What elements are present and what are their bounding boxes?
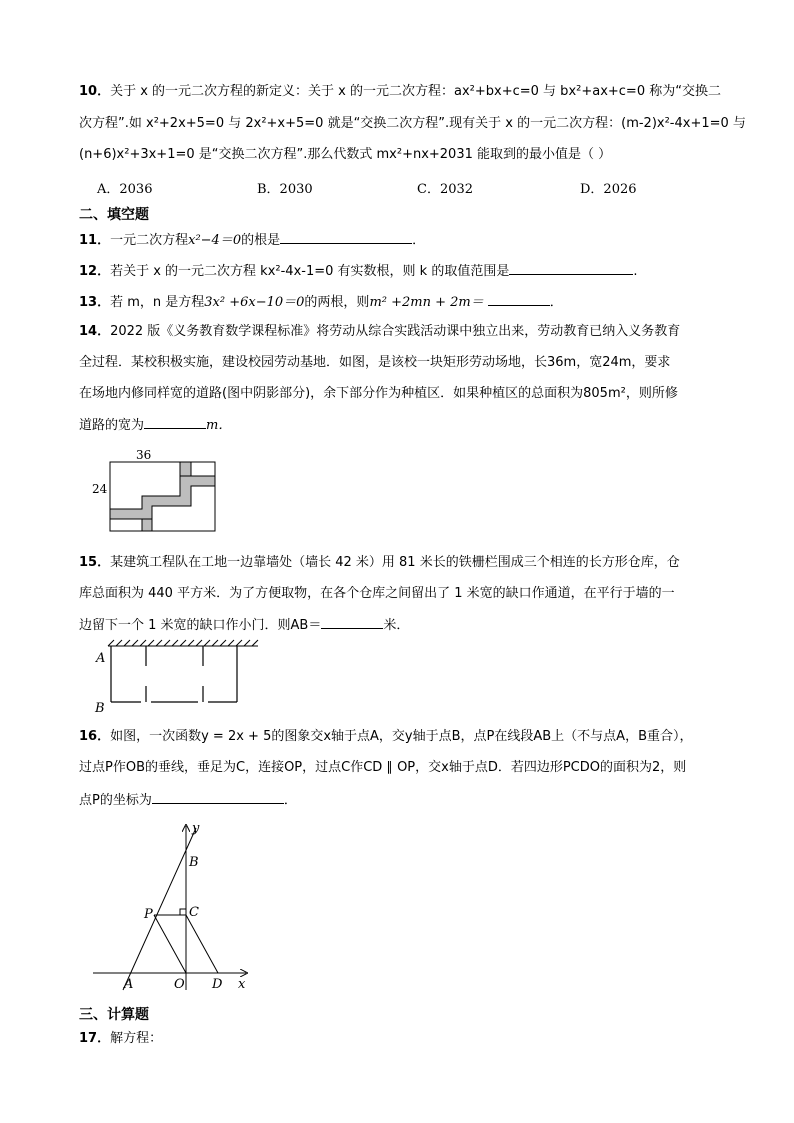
q11-text-b: 的根是 <box>241 233 281 248</box>
q16-coordinate-figure <box>88 818 258 996</box>
q15-line2: 库总面积为 440 平方米．为了方便取物，在各个仓库之间留出了 1 米宽的缺口作通道，在平行于墙的一 <box>79 586 675 601</box>
q13-text-b: 的两根，则 <box>304 295 370 310</box>
q14-line3: 在场地内修同样宽的道路(图中阴影部分)，余下部分作为种植区．如果种植区的总面积为805m²，则所修 <box>79 386 678 401</box>
q14-answer-blank[interactable] <box>144 416 206 429</box>
q16-answer-blank[interactable] <box>152 791 284 804</box>
q14-line1 <box>79 324 680 340</box>
figure-length-label: 36 <box>136 448 152 462</box>
figure-width-label: 24 <box>92 482 108 496</box>
q15-text3: 边留下一个 1 米宽的缺口作小门．则AB＝ <box>79 618 322 633</box>
q11-answer-blank[interactable] <box>280 231 412 244</box>
q12-text: 若关于 x 的一元二次方程 kx²-4x-1=0 有实数根，则 k 的取值范围是 <box>110 264 510 279</box>
q15-line3 <box>79 616 409 634</box>
q12-answer-blank[interactable] <box>509 262 633 275</box>
q17-line <box>79 1031 162 1047</box>
q11-number: 11． <box>79 233 111 248</box>
fence-lines <box>111 646 237 702</box>
point-c-label: C <box>189 905 199 920</box>
q14-unit: m． <box>206 418 232 433</box>
q16-number: 16． <box>79 729 111 744</box>
q16-text3: 点P的坐标为 <box>79 793 152 808</box>
q10-option-c[interactable]: C．2032 <box>417 182 474 197</box>
q12-number: 12． <box>79 264 111 279</box>
wall-hatching <box>108 640 258 646</box>
q15-warehouse-figure <box>90 636 265 716</box>
q16-line2: 过点P作OB的垂线，垂足为C，连接OP，过点C作CD ∥ OP，交x轴于点D．若四边形PCDO的面积为2，则 <box>79 760 687 775</box>
q16-text1: 如图，一次函数y = 2x + 5的图象交x轴于点A，交y轴于点B，点P在线段AB上（不与点A，B重合）， <box>110 729 693 744</box>
q16-line1 <box>79 729 693 745</box>
y-axis-label: y <box>192 821 200 836</box>
point-b-label: B <box>189 855 199 870</box>
section-fill-in-title: 二、填空题 <box>79 207 149 223</box>
point-d-label: D <box>212 977 223 992</box>
q10-line1 <box>79 84 721 100</box>
q13-answer-blank[interactable] <box>488 293 550 306</box>
q14-field-figure <box>88 445 223 540</box>
q10-line2: 次方程”.如 x²+2x+5=0 与 2x²+x+5=0 就是“交换二次方程”.现有关于 x 的一元二次方程：(m-2)x²-4x+1=0 与 <box>79 116 746 131</box>
q10-option-b[interactable]: B．2030 <box>257 182 313 197</box>
q10-option-a[interactable]: A．2036 <box>97 182 153 197</box>
q10-text1: 关于 x 的一元二次方程的新定义：关于 x 的一元二次方程：ax²+bx+c=0 与 bx²+ax+c=0 称为“交换二 <box>110 84 721 99</box>
q13-end: ． <box>549 295 563 310</box>
q10-number: 10． <box>79 84 111 99</box>
q14-number: 14． <box>79 324 111 339</box>
q12-line <box>79 262 637 280</box>
q11-equation: x²−4＝0 <box>188 233 242 248</box>
q17-number: 17． <box>79 1031 111 1046</box>
point-a-label: A <box>96 651 106 666</box>
x-axis-label: x <box>238 977 246 992</box>
q14-text4: 道路的宽为 <box>79 418 145 433</box>
segment-cd <box>186 915 218 973</box>
point-a-label: A <box>124 977 134 992</box>
point-p-label: P <box>144 907 153 922</box>
q15-number: 15． <box>79 555 111 570</box>
q15-unit: 米． <box>383 618 410 633</box>
q15-text1: 某建筑工程队在工地一边靠墙处（墙长 42 米）用 81 米长的铁栅栏围成三个相连的长方形仓库，仓 <box>110 555 680 570</box>
q10-line3: (n+6)x²+3x+1=0 是“交换二次方程”.那么代数式 mx²+nx+2031 能取到的最小值是（ ） <box>79 147 612 162</box>
q13-equation: 3x² +6x−10＝0 <box>204 295 305 310</box>
q11-end: ． <box>412 233 426 248</box>
q14-line2: 全过程．某校积极实施，建设校园劳动基地．如图，是该校一块矩形劳动场地，长36m，宽24m，要求 <box>79 355 671 370</box>
q15-answer-blank[interactable] <box>321 616 383 629</box>
q16-line3 <box>79 791 297 809</box>
q13-line <box>79 293 563 311</box>
q10-option-d[interactable]: D．2026 <box>580 182 637 197</box>
section-calculation-title: 三、计算题 <box>79 1007 149 1023</box>
q11-text-a: 一元二次方程 <box>110 233 189 248</box>
q13-number: 13． <box>79 295 111 310</box>
q11-line <box>79 231 425 249</box>
q16-end: ． <box>283 793 297 808</box>
q13-text-a: 若 m，n 是方程 <box>110 295 205 310</box>
q15-line1 <box>79 555 680 571</box>
q13-expression: m² +2mn + 2m＝ <box>369 295 484 310</box>
q14-line4 <box>79 416 231 434</box>
q14-text1: 2022 版《义务教育数学课程标准》将劳动从综合实践活动课中独立出来，劳动教育已纳入义务教育 <box>110 324 681 339</box>
q17-text: 解方程： <box>110 1031 163 1046</box>
q12-end: . <box>633 264 638 279</box>
point-b-label: B <box>95 701 105 716</box>
right-angle-mark <box>180 909 186 915</box>
segment-op <box>154 915 186 973</box>
origin-label: O <box>174 977 185 992</box>
